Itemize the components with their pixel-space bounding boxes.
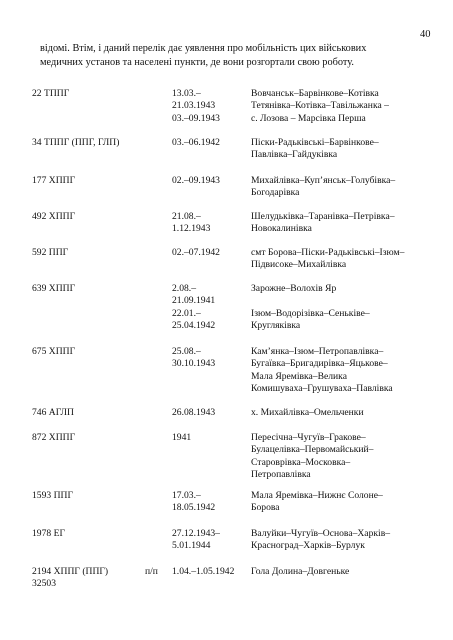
unit-name: 639 ХППГ <box>32 283 76 294</box>
place-line: Булацелівка–Первомайський– <box>251 444 374 456</box>
unit-name: 675 ХППГ <box>32 346 76 357</box>
places-cell <box>251 528 426 553</box>
date-line: 5.01.1944 <box>172 540 211 552</box>
place-line: Вовчанськ–Барвінкове–Котівка <box>251 88 379 99</box>
intro-line: медичних установ та населені пункти, де вони розгортали свою роботу. <box>40 57 354 68</box>
unit-name: 22 ТППГ <box>32 88 70 99</box>
place-line: Мала Яремівка–Велика <box>251 370 347 382</box>
date-line: 13.03.– <box>172 88 201 99</box>
place-line: Валуйки–Чугуїв–Основа–Харків– <box>251 528 391 539</box>
places-cell <box>251 346 426 395</box>
dates-cell <box>172 247 250 259</box>
place-line <box>251 295 426 307</box>
dates-cell <box>172 346 250 371</box>
dates-cell <box>172 283 250 332</box>
place-line: Ізюм–Водорізівка–Сеньківе– <box>251 307 370 319</box>
place-line: Красноград–Харків–Бурлук <box>251 540 365 552</box>
date-line: 21.08.– <box>172 211 201 222</box>
date-line: 26.08.1943 <box>172 407 216 418</box>
date-line: 1.04.–1.05.1942 <box>172 566 235 577</box>
place-line: Павлівка–Гайдуківка <box>251 149 338 161</box>
place-line: Староврівка–Московка– <box>251 456 351 468</box>
places-cell <box>251 137 426 162</box>
intro-paragraph <box>40 42 412 70</box>
date-line: 02.–07.1942 <box>172 247 220 258</box>
date-line: 02.–09.1943 <box>172 175 220 186</box>
place-line: Гола Долина–Довгеньке <box>251 566 350 577</box>
places-cell <box>251 211 426 236</box>
place-line: Петропавлівка <box>251 468 311 480</box>
unit-name: 1978 ЕГ <box>32 528 65 539</box>
date-line: 03.–09.1943 <box>172 112 220 124</box>
unit-name: 34 ТППГ (ППГ, ГЛП) <box>32 137 120 148</box>
unit-name: 1593 ППГ <box>32 490 73 501</box>
date-line: 1.12.1943 <box>172 223 211 235</box>
date-line: 25.04.1942 <box>172 319 216 331</box>
unit-name: 2194 ХППГ (ППГ) 32503 <box>32 566 170 591</box>
places-cell <box>251 407 426 419</box>
places-cell <box>251 566 426 578</box>
dates-cell <box>172 88 250 125</box>
date-line: 2.08.– <box>172 283 196 294</box>
unit-name: 872 ХППГ <box>32 432 76 443</box>
dates-cell <box>172 566 250 578</box>
dates-cell <box>172 137 250 149</box>
place-line: Богодарівка <box>251 187 300 199</box>
place-line: Підвисоке–Михайлівка <box>251 259 347 271</box>
unit-name: 492 ХППГ <box>32 211 76 222</box>
dates-cell <box>172 407 250 419</box>
date-line: 03.–06.1942 <box>172 137 220 148</box>
date-line: 18.05.1942 <box>172 502 216 514</box>
unit-suffix: п/п <box>145 566 158 577</box>
date-line: 21.03.1943 <box>172 100 216 112</box>
dates-cell <box>172 432 250 444</box>
date-line: 27.12.1943– <box>172 528 220 539</box>
date-line: 22.01.– <box>172 307 201 319</box>
place-line: с. Лозова – Марсівка Перша <box>251 112 366 124</box>
unit-name: 177 ХППГ <box>32 175 76 186</box>
place-line: Пересічна–Чугуїв–Гракове– <box>251 432 366 443</box>
place-line: Шелудьківка–Таранівка–Петрівка– <box>251 211 395 222</box>
place-line: Новокалинівка <box>251 223 312 235</box>
dates-cell <box>172 490 250 515</box>
place-line: Борова <box>251 502 280 514</box>
unit-name: 592 ППГ <box>32 247 69 258</box>
place-line: Михайлівка–Куп’янськ–Голубівка– <box>251 175 396 186</box>
place-line: Бугаївка–Бригадирівка–Яцькове– <box>251 358 388 370</box>
places-cell <box>251 88 426 125</box>
places-cell <box>251 175 426 200</box>
date-line: 17.03.– <box>172 490 201 501</box>
place-line: Тетянівка–Котівка–Тавільжанка – <box>251 100 389 112</box>
places-cell <box>251 283 426 332</box>
date-line: 21.09.1941 <box>172 295 216 307</box>
place-line: смт Борова–Піски-Радьківські–Ізюм– <box>251 247 405 258</box>
unit-name: 746 АГЛП <box>32 407 74 418</box>
place-line: Кругляківка <box>251 319 301 331</box>
places-cell <box>251 247 426 272</box>
places-cell <box>251 432 426 481</box>
unit-number: 32503 <box>32 578 56 590</box>
dates-cell <box>172 175 250 187</box>
place-line: Комишуваха–Грушуваха–Павлівка <box>251 382 393 394</box>
place-line: Зарожне–Волохів Яр <box>251 283 337 294</box>
place-line: Мала Яремівка–Нижнє Солоне– <box>251 490 383 501</box>
date-line: 1941 <box>172 432 192 443</box>
dates-cell <box>172 528 250 553</box>
date-line: 30.10.1943 <box>172 358 216 370</box>
places-cell <box>251 490 426 515</box>
place-line: Кам’янка–Ізюм–Петропавлівка– <box>251 346 384 357</box>
intro-line: відомі. Втім, і даний перелік дає уявлення про мобільність цих військових <box>40 43 367 54</box>
place-line: Піски-Радьківські–Барвінкове– <box>251 137 379 148</box>
place-line: х. Михайлівка–Омельченки <box>251 407 364 418</box>
date-line: 25.08.– <box>172 346 201 357</box>
page-number: 40 <box>420 29 431 40</box>
dates-cell <box>172 211 250 236</box>
